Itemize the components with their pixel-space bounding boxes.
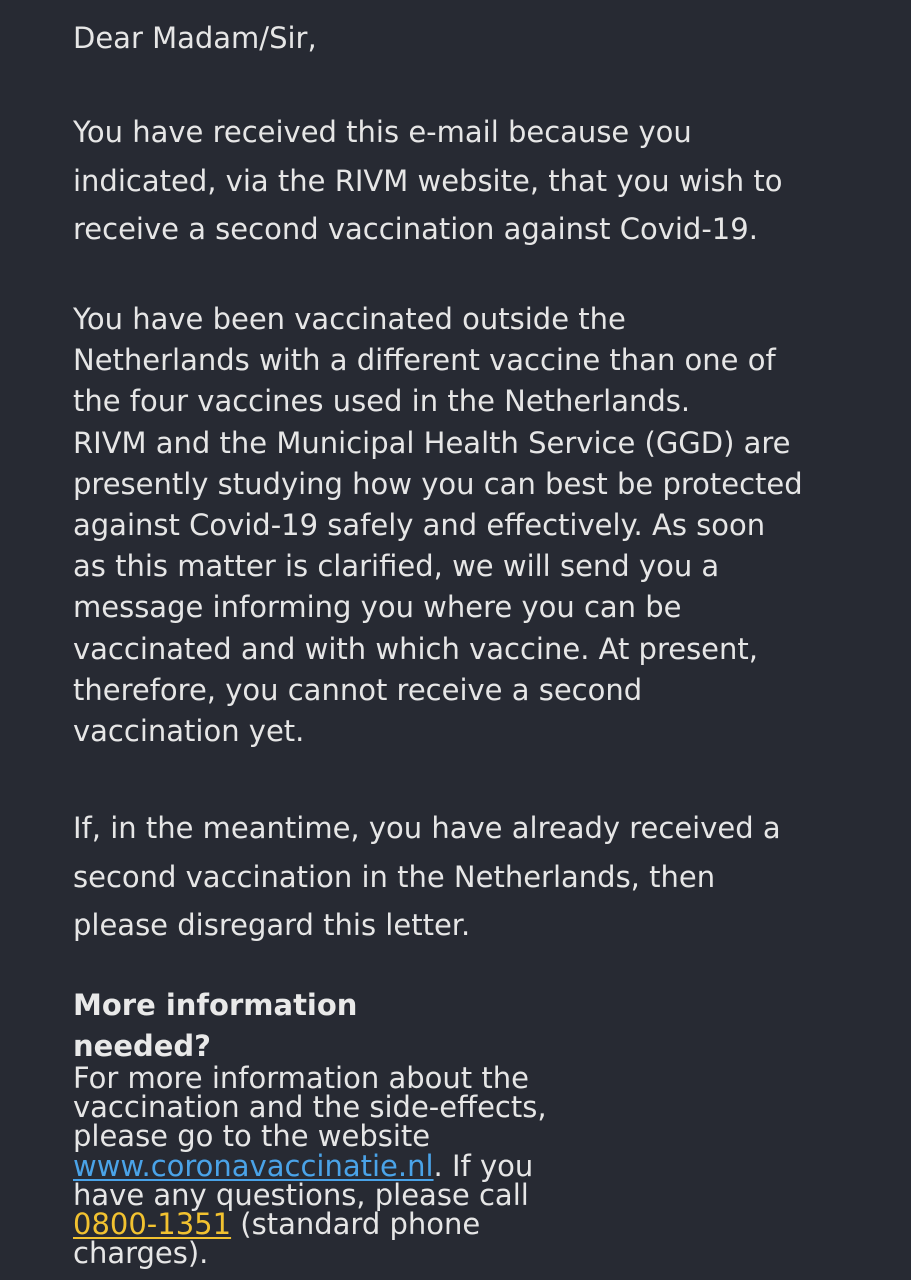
greeting: Dear Madam/Sir, [73, 21, 317, 55]
info-heading: More information needed? [73, 988, 358, 1063]
info-text-intro: For more information about the vaccination and the side-effects, please go to the website [73, 1061, 547, 1154]
paragraph-disregard: If, in the meantime, you have already received a second vaccination in the Netherlands, then please disregard this letter. [73, 811, 781, 942]
website-link[interactable]: www.coronavaccinatie.nl [73, 1148, 434, 1183]
info-paragraph [73, 1061, 547, 1271]
info-text-charges: (standard phone charges). [73, 1207, 481, 1271]
paragraph-reason: You have received this e-mail because you indicated, via the RIVM website, that you wish to receive a second vaccination against Covid-19. [73, 115, 783, 246]
info-text-questions: . If you have any questions, please call [73, 1148, 534, 1212]
paragraph-vaccine-status: You have been vaccinated outside the Netherlands with a different vaccine than one of the four vaccines used in the Netherlands. RIVM and the Municipal Health Service (GGD) are presently studying how you can best be protected against Covid-19 safely and effectively. As soon as this matter is clarified, we will send you a message informing you where you can be vaccinated and with which vaccine. At present, therefore, you cannot receive a second vaccination yet. [73, 302, 803, 749]
phone-number-link[interactable]: 0800-1351 [73, 1207, 232, 1242]
